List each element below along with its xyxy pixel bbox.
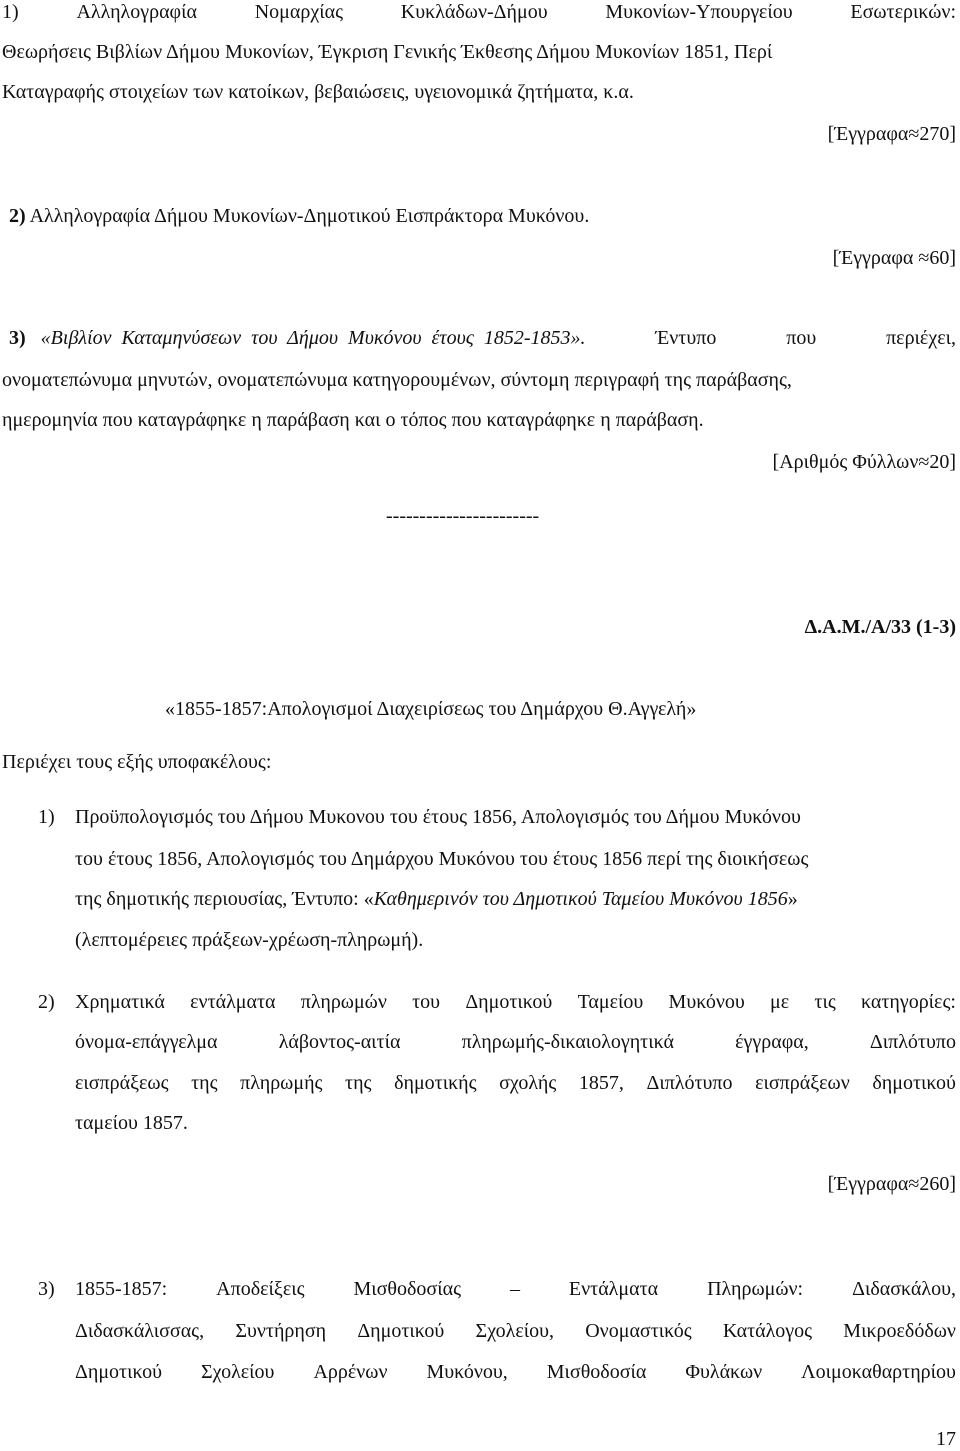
s1-line-2: Θεωρήσεις Βιβλίων Δήμου Μυκονίων, Έγκριση Γενικής Έκθεσης Δήμου Μυκονίων 1851, Περί [2, 41, 773, 63]
item-3-number: 3) [38, 1278, 55, 1300]
item-1-number: 1) [38, 806, 55, 828]
word: εντάλματα [190, 991, 276, 1013]
word: Δημοτικού [357, 1320, 445, 1342]
word: Διπλότυπο [646, 1072, 733, 1094]
word: Αποδείξεις [216, 1278, 305, 1300]
item-3-head [9, 326, 586, 350]
word: δημοτικής [394, 1072, 477, 1094]
item-2-line-3 [75, 1071, 956, 1095]
item-1-line-3 [75, 887, 956, 911]
item-2-line-1 [75, 990, 956, 1014]
word: εισπράξεως [75, 1072, 169, 1094]
word: Πληρωμών: [707, 1278, 804, 1300]
word: Διδασκάλου, [852, 1278, 956, 1300]
word: Δημοτικού [75, 1361, 163, 1383]
item-number: 2) [9, 205, 26, 227]
text: » [787, 888, 798, 910]
document-count-2: [Έγγραφα ≈60] [832, 247, 956, 269]
word: Κυκλάδων-Δήμου [400, 1, 548, 23]
word: λάβοντος-αιτία [278, 1031, 401, 1053]
separator: ----------------------- [386, 505, 540, 527]
word: Αρρένων [313, 1361, 388, 1383]
item-2-line-4: ταμείου 1857. [75, 1112, 188, 1134]
word: τις [814, 991, 836, 1013]
word: πληρωμών [300, 991, 387, 1013]
word: Δημοτικού [465, 991, 553, 1013]
s1-line-3: Καταγραφής στοιχείων των κατοίκων, βεβαιώσεις, υγειονομικά ζητήματα, κ.α. [2, 81, 634, 103]
word: Διδασκάλισσας, [75, 1320, 205, 1342]
word: Μισθοδοσίας [353, 1278, 461, 1300]
word: Μυκόνου [668, 991, 745, 1013]
word: Μικροεδόδων [843, 1320, 956, 1342]
word: με [770, 991, 790, 1013]
word: Σχολείου, [475, 1320, 555, 1342]
word: Έντυπο [655, 327, 717, 349]
word: 1) [2, 1, 19, 23]
sheet-count: [Αριθμός Φύλλων≈20] [772, 451, 956, 473]
item-1-line-4: (λεπτομέρειες πράξεων-χρέωση-πληρωμή). [75, 929, 424, 951]
word: πληρωμής-δικαιολογητικά [461, 1031, 674, 1053]
book-title: «Βιβλίον Καταμηνύσεων του Δήμου Μυκόνου έτους 1852-1853». [40, 327, 586, 349]
word: Χρηματικά [75, 991, 165, 1013]
item-3-line-3 [75, 1360, 956, 1384]
word: Συντήρηση [235, 1320, 327, 1342]
word: Λοιμοκαθαρτηρίου [801, 1361, 956, 1383]
word: όνομα-επάγγελμα [75, 1031, 218, 1053]
s1-item-2 [9, 204, 956, 228]
word: Φυλάκων [685, 1361, 763, 1383]
word: έγγραφα, [735, 1031, 809, 1053]
document-count-1: [Έγγραφα≈270] [827, 123, 956, 145]
word: 1855-1857: [75, 1278, 168, 1300]
word: Κατάλογος [722, 1320, 813, 1342]
word: – [509, 1278, 520, 1300]
word: Εντάλματα [568, 1278, 659, 1300]
item-3-line-2 [75, 1319, 956, 1343]
s1-item-3-line-2: ονοματεπώνυμα μηνυτών, ονοματεπώνυμα κατηγορουμένων, σύντομη περιγραφή της παράβασης, [2, 369, 792, 391]
word: Ταμείου [577, 991, 644, 1013]
item-3-line-1 [75, 1277, 956, 1301]
ledger-title: Καθημερινόν του Δημοτικού Ταμείου Μυκόνου 1856 [373, 888, 788, 910]
word: κατηγορίες: [860, 991, 956, 1013]
item-number: 3) [9, 327, 26, 349]
word: Διπλότυπο [869, 1031, 956, 1053]
item-text: Αλληλογραφία Δήμου Μυκονίων-Δημοτικού Εισπράκτορα Μυκόνου. [25, 205, 590, 227]
item-2-number: 2) [38, 991, 55, 1013]
word: περιέχει, [886, 327, 956, 349]
word: 1857, [578, 1072, 624, 1094]
word: σχολής [499, 1072, 557, 1094]
word: Μυκόνου, [426, 1361, 508, 1383]
item-1-line-2: του έτους 1856, Απολογισμός του Δημάρχου Μυκόνου του έτους 1856 περί της διοικήσεως [75, 848, 809, 870]
subfolders-intro: Περιέχει τους εξής υποφακέλους: [2, 751, 272, 773]
word: Εσωτερικών: [850, 1, 956, 23]
text: της δημοτικής περιουσίας, Έντυπο: « [75, 888, 374, 910]
s1-line-1 [2, 0, 956, 24]
s1-item-3-line-3: ημερομηνία που καταγράφηκε η παράβαση και ο τόπος που καταγράφηκε η παράβαση. [2, 409, 704, 431]
word: Αλληλογραφία [76, 1, 197, 23]
file-title: «1855-1857:Απολογισμοί Διαχειρίσεως του Δημάρχου Θ.Αγγελή» [165, 698, 697, 720]
item-1-line-1: Προϋπολογισμός του Δήμου Μυκονου του έτους 1856, Απολογισμός του Δήμου Μυκόνου [75, 806, 801, 828]
page-number: 17 [936, 1428, 956, 1450]
document-count-3: [Έγγραφα≈260] [827, 1173, 956, 1195]
word: του [412, 991, 441, 1013]
item-2-line-2 [75, 1030, 956, 1054]
word: της [345, 1072, 372, 1094]
file-code: Δ.Α.Μ./Α/33 (1-3) [804, 616, 956, 638]
word: που [786, 327, 817, 349]
word: πληρωμής [240, 1072, 323, 1094]
word: Σχολείου [201, 1361, 275, 1383]
word: εισπράξεων [755, 1072, 850, 1094]
word: Μισθοδοσία [546, 1361, 647, 1383]
s1-item-3-line-1 [9, 326, 956, 350]
word: Ονομαστικός [585, 1320, 692, 1342]
word: Νομαρχίας [254, 1, 344, 23]
word: δημοτικού [872, 1072, 956, 1094]
word: Μυκονίων-Υπουργείου [605, 1, 793, 23]
word: της [191, 1072, 218, 1094]
